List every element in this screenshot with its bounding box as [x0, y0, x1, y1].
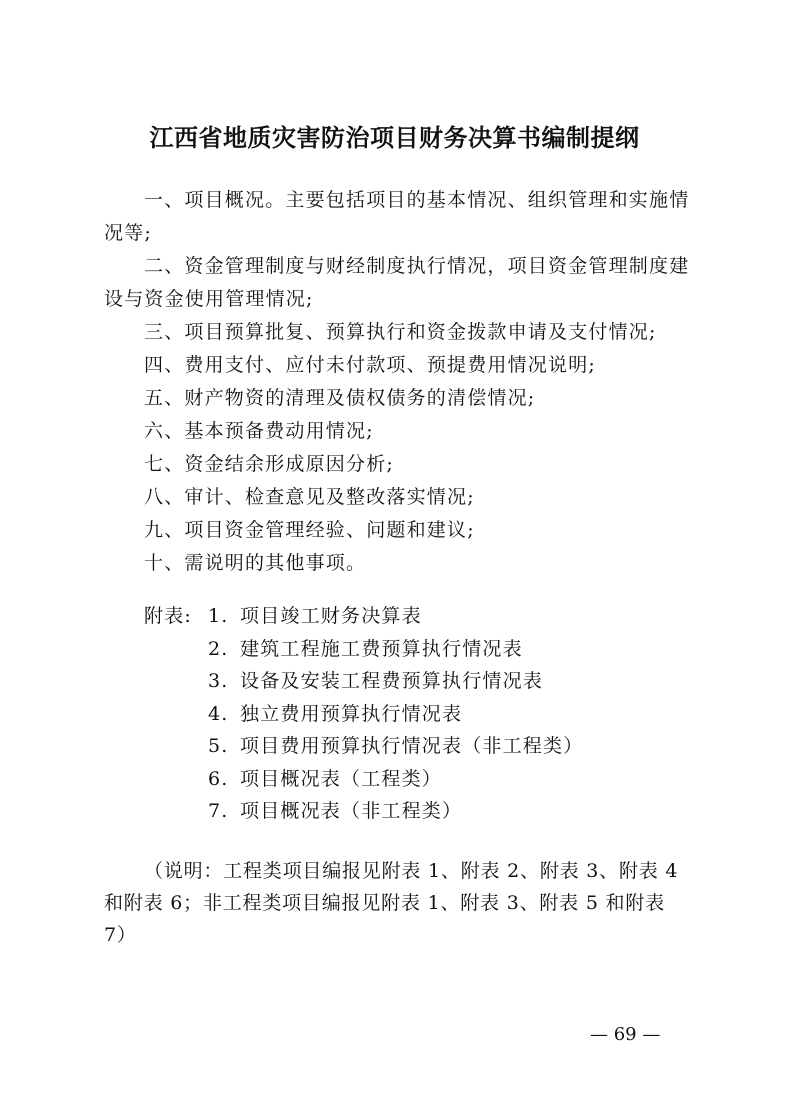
attachment-title: 项目概况表（工程类） [240, 767, 443, 790]
attachment-title: 项目概况表（非工程类） [240, 800, 463, 822]
outline-item: 十、需说明的其他事项。 [144, 552, 367, 574]
attachment-row [144, 633, 583, 666]
outline-item: 三、项目预算批复、预算执行和资金拨款申请及支付情况; [144, 321, 657, 343]
document-title: 江西省地质灾害防治项目财务决算书编制提纲 [149, 124, 640, 152]
outline-item: 四、费用支付、应付未付款项、预提费用情况说明; [144, 354, 597, 376]
attachment-row [144, 730, 583, 763]
explanatory-note [104, 855, 694, 951]
outline-item: 七、资金结余形成原因分析; [144, 453, 395, 475]
attachment-title: 项目费用预算执行情况表（非工程类） [240, 735, 584, 757]
attachment-title: 项目竣工财务决算表 [240, 605, 422, 627]
attachment-row [144, 763, 583, 796]
outline-item: 五、财产物资的清理及债权债务的清偿情况; [144, 387, 536, 409]
outline-item: 八、审计、检查意见及整改落实情况; [144, 486, 475, 508]
outline-list [104, 184, 694, 580]
note-text: （说明：工程类项目编报见附表 1、附表 2、附表 3、附表 4 和附表 6；非工程类项目编报见附表 1、附表 3、附表 5 和附表 7） [104, 860, 679, 946]
outline-item: 六、基本预备费动用情况; [144, 420, 374, 442]
page-number: — 69 — [590, 1024, 661, 1045]
attachments-label: 附表: [144, 605, 193, 627]
attachment-row [144, 795, 583, 828]
attachment-number: 5. [208, 735, 229, 757]
attachment-number: 6. [208, 767, 229, 790]
attachment-title: 建筑工程施工费预算执行情况表 [240, 637, 523, 660]
outline-item: 二、资金管理制度与财经制度执行情况，项目资金管理制度建设与资金使用管理情况; [104, 255, 690, 310]
attachment-row [144, 665, 583, 698]
attachment-number: 1. [208, 605, 229, 627]
attachment-list [144, 600, 583, 828]
attachment-number: 2. [208, 637, 229, 660]
attachment-title: 独立费用预算执行情况表 [240, 702, 463, 725]
attachment-number: 3. [208, 670, 229, 692]
outline-item: 九、项目资金管理经验、问题和建议; [144, 519, 475, 541]
attachment-number: 4. [208, 702, 229, 725]
attachment-row [144, 600, 583, 633]
attachment-number: 7. [208, 800, 229, 822]
outline-item: 一、项目概况。主要包括项目的基本情况、组织管理和实施情况等; [104, 189, 690, 244]
attachment-row [144, 698, 583, 731]
attachment-title: 设备及安装工程费预算执行情况表 [240, 670, 544, 692]
